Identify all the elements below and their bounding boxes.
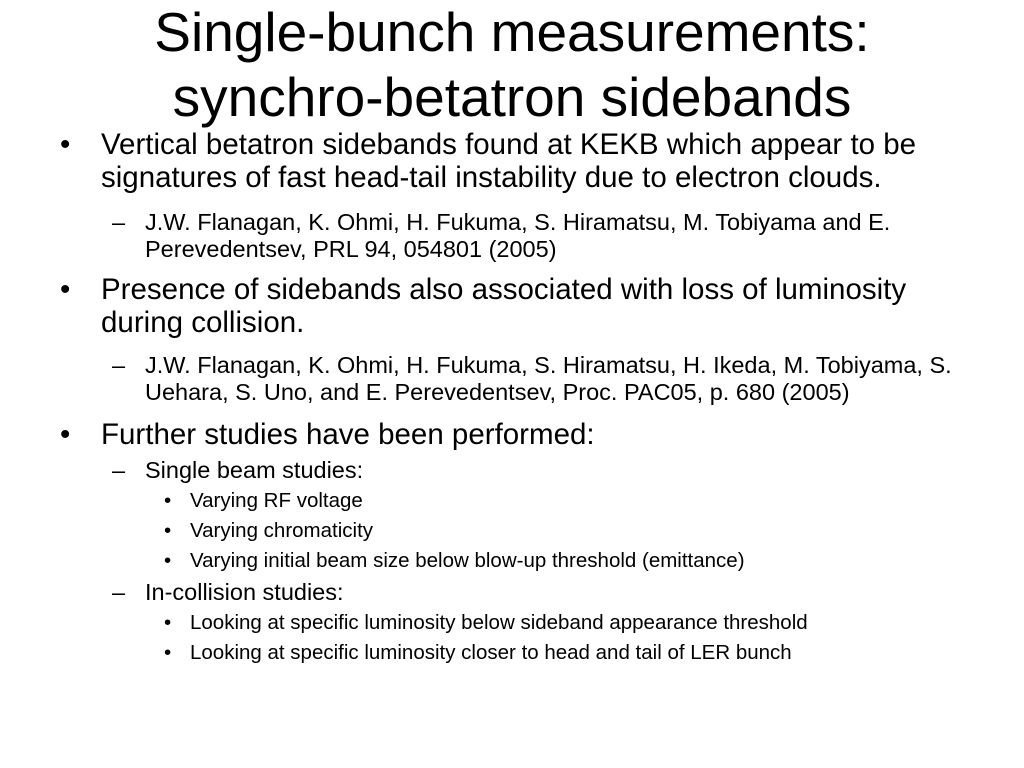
sub-sub-bullet-text: Looking at specific luminosity closer to head and tail of LER bunch bbox=[190, 641, 792, 664]
dash-marker: – bbox=[112, 579, 126, 605]
sub-bullet-text: Single beam studies: bbox=[145, 457, 364, 483]
title-line-1: Single-bunch measurements: bbox=[154, 1, 870, 63]
bullet-marker: • bbox=[164, 641, 172, 664]
bullet-text: Presence of sidebands also associated with loss of luminosity during collision. bbox=[101, 273, 907, 339]
slide-title bbox=[0, 0, 1024, 130]
sub-bullet-in-collision bbox=[0, 579, 1024, 606]
sub-bullet-reference-prl bbox=[0, 209, 1024, 263]
sub-sub-bullet-below-threshold bbox=[0, 611, 1024, 635]
sub-sub-bullet-head-tail bbox=[0, 641, 1024, 665]
sub-bullet-reference-pac05 bbox=[0, 352, 1024, 406]
bullet-further-studies bbox=[0, 418, 1024, 451]
bullet-marker: • bbox=[164, 549, 172, 572]
bullet-marker: • bbox=[164, 611, 172, 634]
sub-sub-bullet-chromaticity bbox=[0, 519, 1024, 543]
title-line-2: synchro-betatron sidebands bbox=[172, 66, 852, 128]
dash-marker: – bbox=[112, 457, 126, 483]
sub-sub-bullet-rf-voltage bbox=[0, 489, 1024, 513]
sub-sub-bullet-text: Varying RF voltage bbox=[190, 489, 363, 512]
bullet-text: Further studies have been performed: bbox=[101, 418, 595, 451]
bullet-kekb-sidebands bbox=[0, 128, 1024, 194]
sub-sub-bullet-beam-size bbox=[0, 549, 1024, 573]
sub-bullet-single-beam bbox=[0, 457, 1024, 484]
bullet-marker: • bbox=[60, 418, 71, 451]
sub-sub-bullet-text: Varying chromaticity bbox=[190, 519, 374, 542]
bullet-text: Vertical betatron sidebands found at KEKB which appear to be signatures of fast head-tail instability due to electron clouds. bbox=[101, 128, 917, 194]
sub-bullet-text: In-collision studies: bbox=[145, 579, 344, 605]
bullet-marker: • bbox=[60, 128, 71, 161]
dash-marker: – bbox=[112, 352, 126, 378]
sub-sub-bullet-text: Looking at specific luminosity below sideband appearance threshold bbox=[190, 611, 808, 634]
sub-bullet-text: J.W. Flanagan, K. Ohmi, H. Fukuma, S. Hiramatsu, M. Tobiyama and E. Perevedentsev, PRL 94, 054801 (2005) bbox=[145, 209, 891, 262]
bullet-marker: • bbox=[164, 489, 172, 512]
sub-sub-bullet-text: Varying initial beam size below blow-up threshold (emittance) bbox=[190, 549, 745, 572]
bullet-marker: • bbox=[164, 519, 172, 542]
sub-bullet-text: J.W. Flanagan, K. Ohmi, H. Fukuma, S. Hiramatsu, H. Ikeda, M. Tobiyama, S. Uehara, S. Uno, and E. Perevedentsev, Proc. PAC05, p. 680 (2005) bbox=[145, 352, 952, 405]
bullet-marker: • bbox=[60, 273, 71, 306]
dash-marker: – bbox=[112, 209, 126, 235]
bullet-luminosity-loss bbox=[0, 273, 1024, 339]
bullet-list bbox=[0, 128, 1024, 665]
